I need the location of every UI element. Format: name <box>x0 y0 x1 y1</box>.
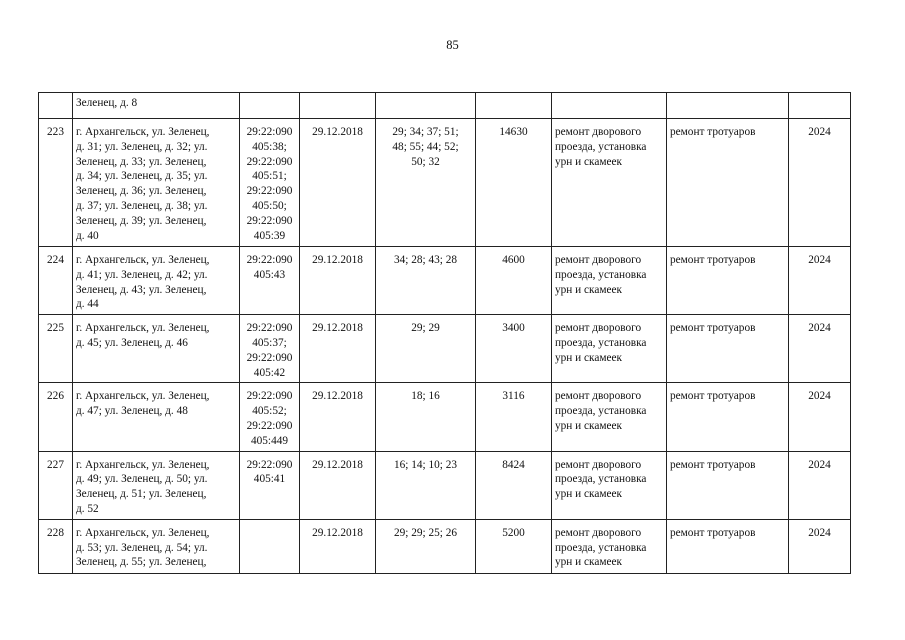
cell-work-main-line: урн и скамеек <box>555 488 623 501</box>
table-row <box>39 519 851 573</box>
cell-cadastral-line: 405:51; <box>252 170 287 183</box>
table-row <box>39 383 851 451</box>
cell-address <box>73 383 240 451</box>
cell-address-line: д. 37; ул. Зеленец, д. 38; ул. <box>76 199 208 212</box>
cell-area: 4600 <box>476 247 552 315</box>
cell-houses-line: 16; 14; 10; 23 <box>393 458 458 471</box>
cell-work-main-line: урн и скамеек <box>555 419 623 432</box>
cell-work-extra: ремонт тротуаров <box>667 315 789 383</box>
cell-num: 225 <box>39 315 73 383</box>
cell-cadastral-line: 29:22:090 <box>246 126 293 138</box>
cell-address <box>73 119 240 247</box>
cell-address-line: д. 40 <box>76 229 99 242</box>
cell-work-main-line: ремонт дворового <box>555 322 642 335</box>
cell-address-line: д. 53; ул. Зеленец, д. 54; ул. <box>76 541 208 554</box>
table-row <box>39 247 851 315</box>
cell-work-extra: ремонт тротуаров <box>667 451 789 519</box>
cell-cadastral-line: 29:22:090 <box>246 214 293 227</box>
cell-address-line: Зеленец, д. 33; ул. Зеленец, <box>76 155 207 168</box>
cell-cadastral <box>240 383 300 451</box>
cell-address-line: Зеленец, д. 51; ул. Зеленец, <box>76 488 207 501</box>
cell-cadastral-line: 405:38; <box>252 140 287 153</box>
document-table <box>38 92 851 574</box>
cell-cadastral-line: 405:41 <box>253 473 286 486</box>
cell-cadastral-line: 29:22:090 <box>246 458 293 471</box>
cell-houses <box>376 119 476 247</box>
cell-address-line: д. 52 <box>76 502 99 515</box>
cell-date: 29.12.2018 <box>300 451 376 519</box>
cell-address-line: д. 49; ул. Зеленец, д. 50; ул. <box>76 473 208 486</box>
cell-address-line: Зеленец, д. 39; ул. Зеленец, <box>76 214 207 227</box>
cell-area: 3116 <box>476 383 552 451</box>
cell-address-line: д. 47; ул. Зеленец, д. 48 <box>76 405 188 418</box>
cell-address: Зеленец, д. 8 <box>73 93 240 119</box>
cell-cadastral <box>240 119 300 247</box>
cell-num <box>39 93 73 119</box>
cell-address-line: Зеленец, д. 55; ул. Зеленец, <box>76 556 207 569</box>
cell-houses <box>376 451 476 519</box>
cell-address-line: г. Архангельск, ул. Зеленец, <box>76 254 210 266</box>
table-row <box>39 451 851 519</box>
cell-address <box>73 315 240 383</box>
cell-address <box>73 519 240 573</box>
cell-work-main-line: ремонт дворового <box>555 254 642 266</box>
table-row <box>39 119 851 247</box>
cell-address <box>73 247 240 315</box>
cell-work-main-line: ремонт дворового <box>555 458 642 471</box>
cell-work-main <box>552 451 667 519</box>
cell-year: 2024 <box>789 451 851 519</box>
cell-cadastral-line: 29:22:090 <box>246 185 293 198</box>
cell-work-main-line: урн и скамеек <box>555 556 623 569</box>
cell-cadastral-line: 29:22:090 <box>246 390 293 403</box>
cell-houses-line: 29; 34; 37; 51; <box>392 126 459 138</box>
cell-cadastral-line: 29:22:090 <box>246 254 293 266</box>
cell-work-extra: ремонт тротуаров <box>667 247 789 315</box>
cell-work-main-line: ремонт дворового <box>555 126 642 138</box>
cell-address-line: д. 45; ул. Зеленец, д. 46 <box>76 336 188 349</box>
cell-year: 2024 <box>789 519 851 573</box>
cell-num: 224 <box>39 247 73 315</box>
cell-cadastral-line: 29:22:090 <box>246 419 293 432</box>
cell-cadastral-line: 405:37; <box>252 336 287 349</box>
cell-houses-line: 34; 28; 43; 28 <box>393 254 458 266</box>
cell-date <box>300 93 376 119</box>
cell-year: 2024 <box>789 119 851 247</box>
cell-area: 5200 <box>476 519 552 573</box>
cell-houses <box>376 93 476 119</box>
cell-num: 226 <box>39 383 73 451</box>
cell-area: 14630 <box>476 119 552 247</box>
cell-work-main-line: ремонт дворового <box>555 390 642 403</box>
cell-cadastral <box>240 315 300 383</box>
cell-area: 8424 <box>476 451 552 519</box>
cell-num: 228 <box>39 519 73 573</box>
cell-work-main <box>552 247 667 315</box>
cell-cadastral-line: 405:42 <box>253 366 286 379</box>
cell-cadastral <box>240 247 300 315</box>
cell-year: 2024 <box>789 383 851 451</box>
cell-cadastral-line: 29:22:090 <box>246 322 293 335</box>
cell-date: 29.12.2018 <box>300 119 376 247</box>
cell-work-main-line: проезда, установка <box>555 336 647 349</box>
cell-num: 223 <box>39 119 73 247</box>
cell-houses-line: 29; 29 <box>411 322 440 335</box>
cell-work-main-line: проезда, установка <box>555 541 647 554</box>
cell-houses-line: 48; 55; 44; 52; <box>392 140 459 153</box>
cell-work-extra: ремонт тротуаров <box>667 519 789 573</box>
cell-area: 3400 <box>476 315 552 383</box>
cell-houses-line: 29; 29; 25; 26 <box>393 526 458 539</box>
table-body <box>39 93 851 574</box>
cell-work-main-line: проезда, установка <box>555 140 647 153</box>
cell-work-extra: ремонт тротуаров <box>667 383 789 451</box>
cell-area <box>476 93 552 119</box>
cell-address-line: д. 34; ул. Зеленец, д. 35; ул. <box>76 170 208 183</box>
cell-num: 227 <box>39 451 73 519</box>
cell-date: 29.12.2018 <box>300 519 376 573</box>
cell-work-main <box>552 119 667 247</box>
cell-cadastral <box>240 451 300 519</box>
cell-address-line: г. Архангельск, ул. Зеленец, <box>76 322 210 335</box>
cell-address-line: д. 44 <box>76 298 99 311</box>
cell-cadastral-line: 405:39 <box>253 229 286 242</box>
cell-year: 2024 <box>789 315 851 383</box>
cell-cadastral-line: 405:449 <box>250 434 289 447</box>
cell-address-line: Зеленец, д. 36; ул. Зеленец, <box>76 185 207 198</box>
cell-houses <box>376 383 476 451</box>
cell-cadastral-line: 405:43 <box>253 268 286 281</box>
cell-work-main <box>552 93 667 119</box>
cell-work-main <box>552 315 667 383</box>
cell-cadastral-line: 29:22:090 <box>246 351 293 364</box>
cell-work-main <box>552 383 667 451</box>
cell-address-line: Зеленец, д. 43; ул. Зеленец, <box>76 283 207 296</box>
cell-address-line: д. 31; ул. Зеленец, д. 32; ул. <box>76 140 208 153</box>
page-number: 85 <box>446 38 459 52</box>
cell-work-main-line: проезда, установка <box>555 405 647 418</box>
cell-year <box>789 93 851 119</box>
cell-work-main-line: проезда, установка <box>555 268 647 281</box>
cell-work-main-line: ремонт дворового <box>555 526 642 539</box>
cell-houses <box>376 247 476 315</box>
cell-address-line: г. Архангельск, ул. Зеленец, <box>76 390 210 403</box>
cell-date: 29.12.2018 <box>300 383 376 451</box>
table-row-continuation <box>39 93 851 119</box>
cell-address-line: г. Архангельск, ул. Зеленец, <box>76 458 210 471</box>
cell-work-extra: ремонт тротуаров <box>667 119 789 247</box>
cell-houses <box>376 315 476 383</box>
cell-cadastral <box>240 93 300 119</box>
cell-houses-line: 18; 16 <box>411 390 440 403</box>
cell-address <box>73 451 240 519</box>
cell-date: 29.12.2018 <box>300 315 376 383</box>
cell-work-main-line: урн и скамеек <box>555 155 623 168</box>
cell-address-line: д. 41; ул. Зеленец, д. 42; ул. <box>76 268 208 281</box>
table-row <box>39 315 851 383</box>
cell-date: 29.12.2018 <box>300 247 376 315</box>
cell-cadastral-line: 405:52; <box>252 405 287 418</box>
cell-cadastral <box>240 519 300 573</box>
cell-cadastral-line: 405:50; <box>252 199 287 212</box>
cell-houses <box>376 519 476 573</box>
cell-address-line: г. Архангельск, ул. Зеленец, <box>76 126 210 138</box>
cell-houses-line: 50; 32 <box>411 155 440 168</box>
cell-year: 2024 <box>789 247 851 315</box>
cell-work-main-line: урн и скамеек <box>555 351 623 364</box>
cell-address-line: г. Архангельск, ул. Зеленец, <box>76 526 210 539</box>
cell-cadastral-line: 29:22:090 <box>246 155 293 168</box>
cell-work-main <box>552 519 667 573</box>
cell-work-main-line: проезда, установка <box>555 473 647 486</box>
cell-work-main-line: урн и скамеек <box>555 283 623 296</box>
cell-work-extra <box>667 93 789 119</box>
